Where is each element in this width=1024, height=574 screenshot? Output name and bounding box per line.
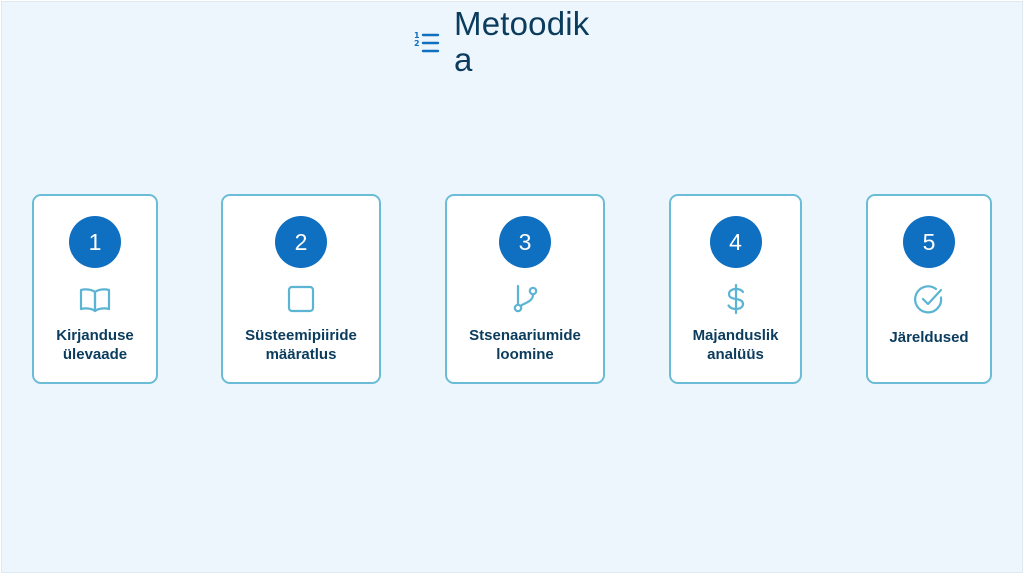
open-book-icon bbox=[78, 282, 112, 316]
step-label: Stsenaariumide loomine bbox=[469, 327, 581, 363]
step-number-badge: 3 bbox=[499, 216, 551, 268]
title-area bbox=[412, 6, 604, 78]
step-card-3 bbox=[445, 194, 605, 384]
step-number-badge: 4 bbox=[710, 216, 762, 268]
git-branch-icon bbox=[508, 282, 542, 316]
step-card-4 bbox=[669, 194, 802, 384]
step-number-badge: 2 bbox=[275, 216, 327, 268]
dollar-icon bbox=[719, 282, 753, 316]
slide bbox=[1, 1, 1023, 573]
step-label: Järeldused bbox=[889, 329, 969, 346]
step-label: Kirjanduse ülevaade bbox=[56, 327, 134, 363]
step-card-5 bbox=[866, 194, 992, 384]
numbered-list-icon bbox=[412, 28, 442, 58]
step-label: Majanduslik analüüs bbox=[692, 327, 779, 363]
svg-text:1: 1 bbox=[414, 31, 420, 40]
step-label: Süsteemipiiride määratlus bbox=[245, 327, 357, 363]
step-number-badge: 1 bbox=[69, 216, 121, 268]
check-circle-icon bbox=[912, 282, 946, 316]
svg-text:2: 2 bbox=[414, 39, 420, 48]
page-title: Metoodika bbox=[454, 5, 590, 78]
step-card-2 bbox=[221, 194, 381, 384]
step-number-badge: 5 bbox=[903, 216, 955, 268]
square-icon bbox=[284, 282, 318, 316]
step-card-1 bbox=[32, 194, 158, 384]
